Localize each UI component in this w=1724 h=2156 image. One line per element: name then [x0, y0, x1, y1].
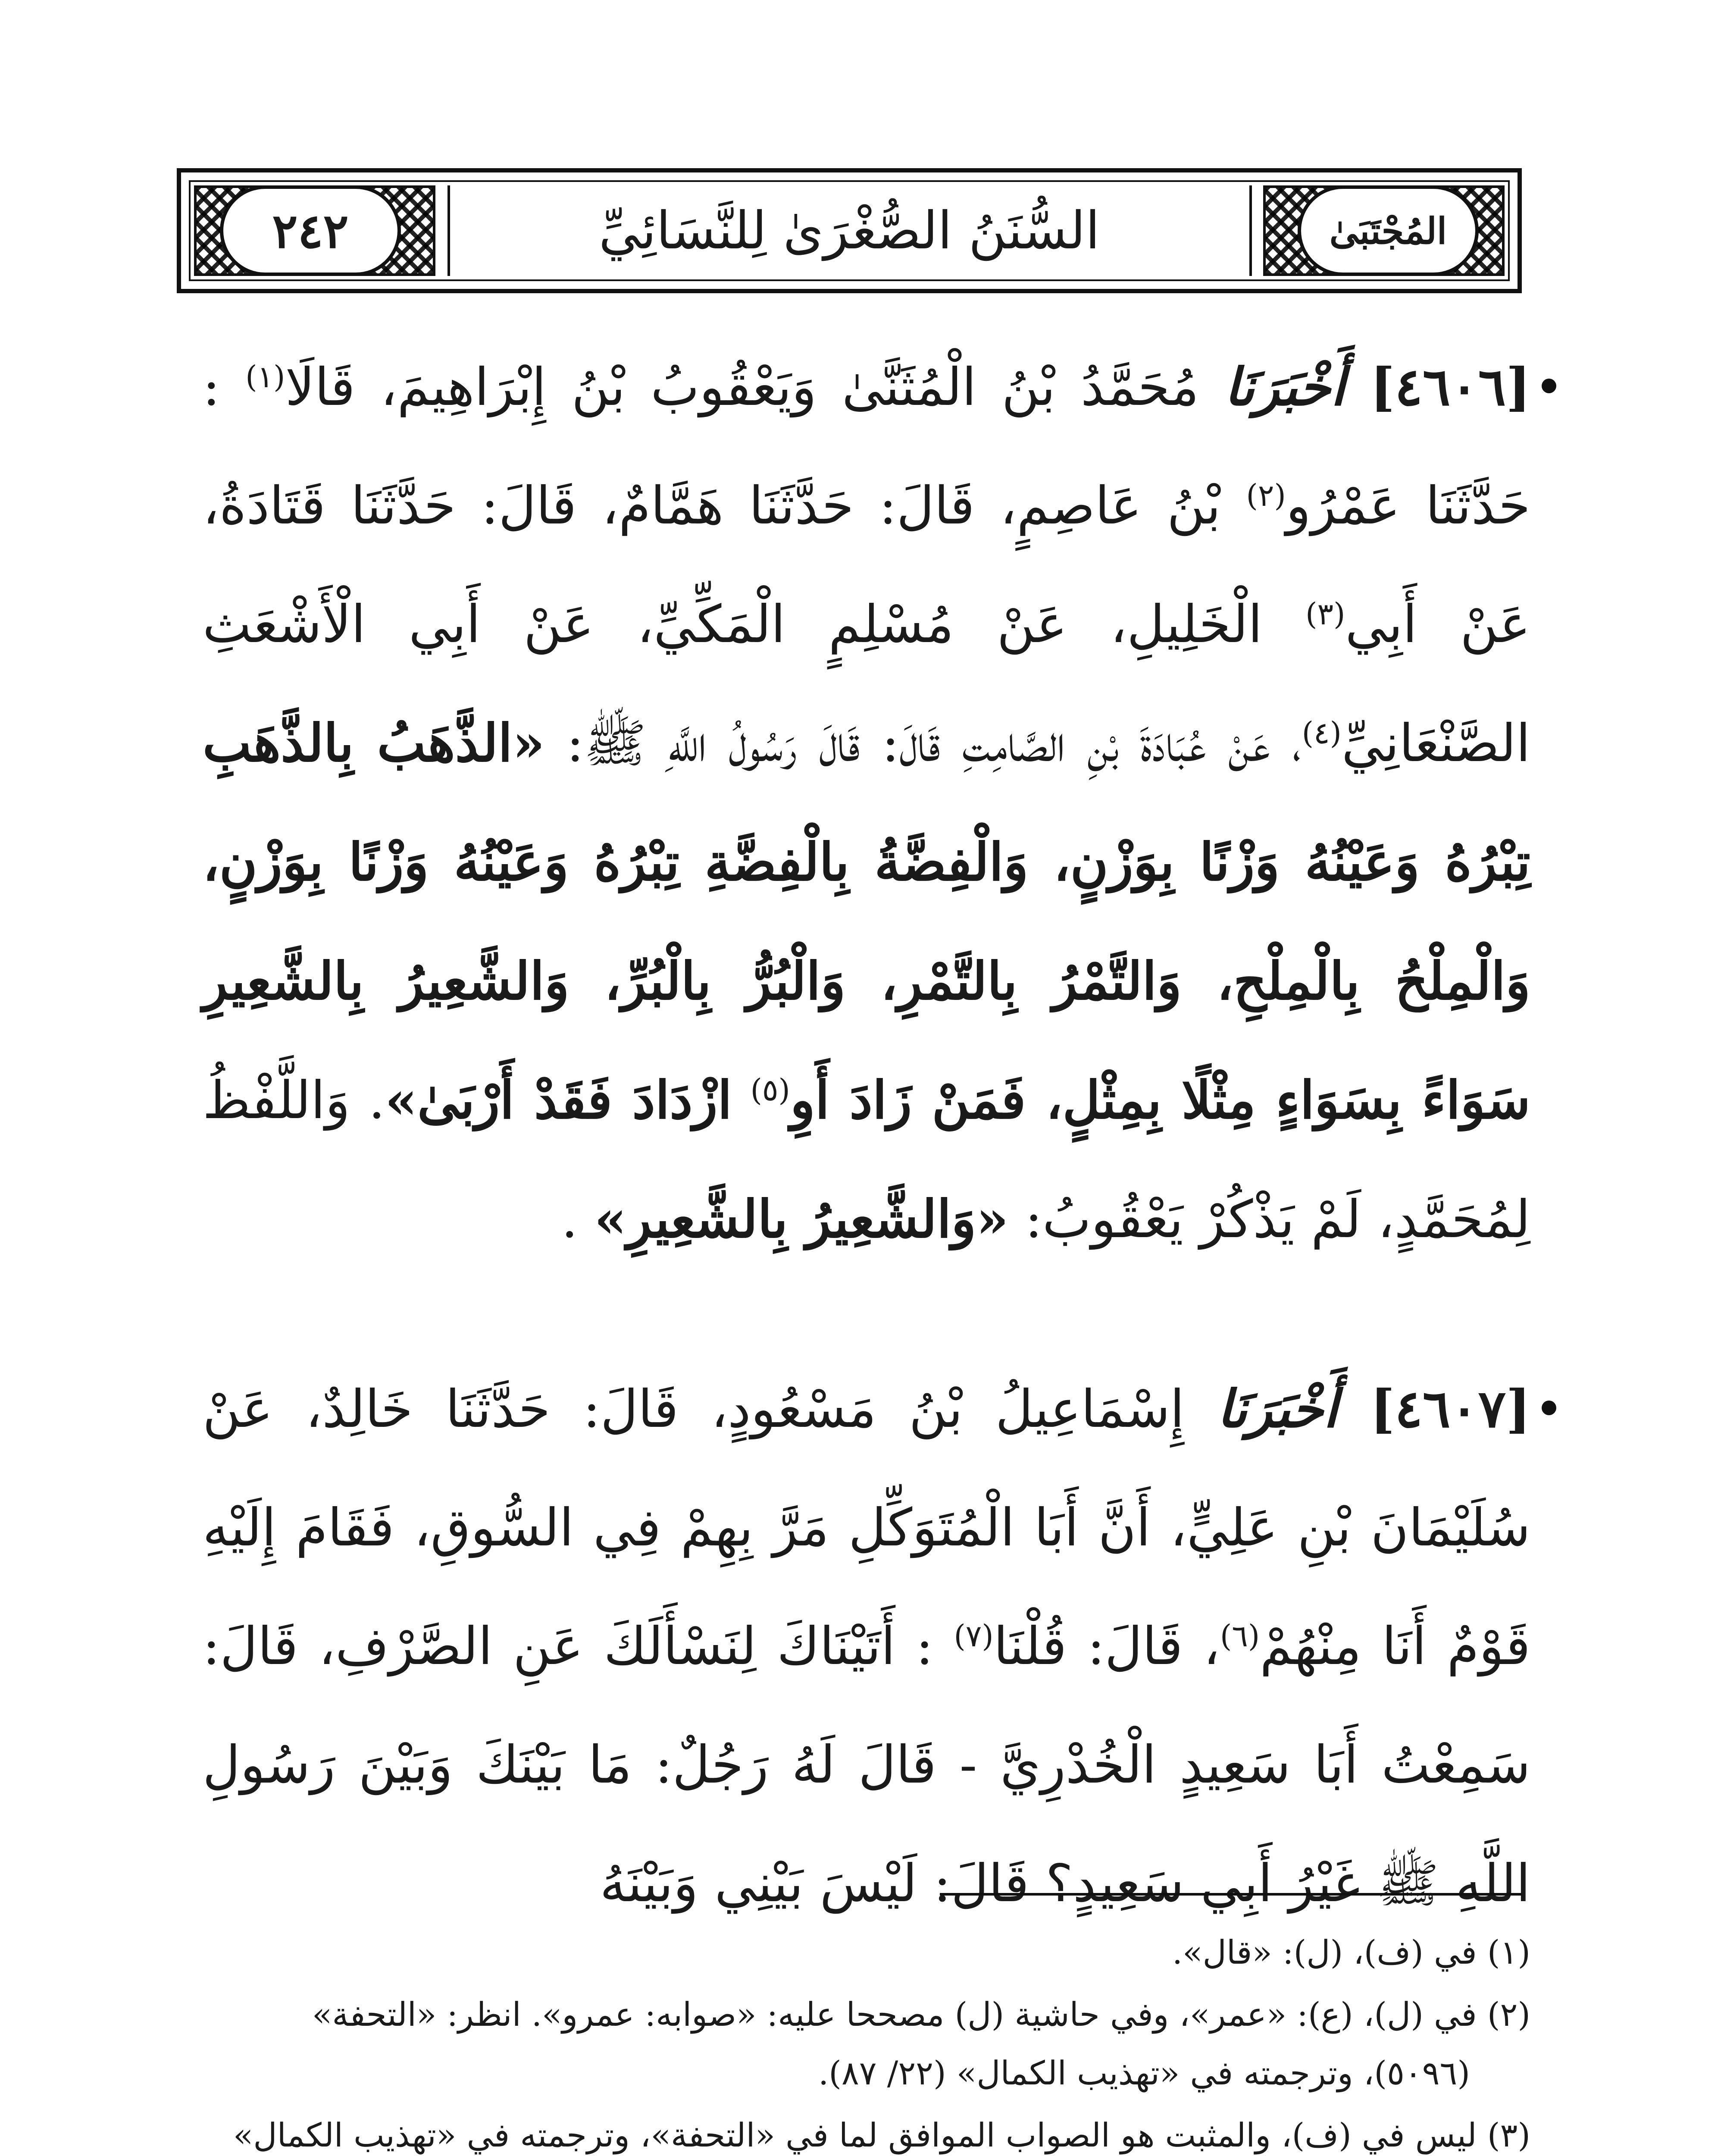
footnote-text: (١) في (ف)، (ل): «قال».	[1172, 1933, 1530, 1971]
isnad-text: إِسْمَاعِيلُ بْنُ مَسْعُودٍ، قَالَ: حَدَّثَنَا خَالِدٌ، عَنْ سُلَيْمَانَ بْنِ عَلِيٍّ، أَنَّ أَبَا الْمُتَوَكِّلِ مَرَّ بِهِمْ فِي السُّوقِ، فَقَامَ إِلَيْهِ قَوْمٌ أَنَا مِنْهُمْ	[203, 1379, 1530, 1677]
page-number: ٢٤٢	[220, 185, 401, 276]
prophetic-saying-end: ازْدَادَ فَقَدْ أَرْبَىٰ»	[385, 1070, 732, 1131]
prophetic-saying: «الذَّهَبُ بِالذَّهَبِ تِبْرُهُ وَعَيْنُهُ وَزْنًا بِوَزْنٍ، وَالْفِضَّةُ بِالْفِضَّةِ تِبْرُهُ وَعَيْنُهُ وَزْنًا بِوَزْنٍ، وَالْمِلْحُ بِالْمِلْحِ، وَالتَّمْرُ بِالتَّمْرِ، وَالْبُرُّ بِالْبُرِّ، وَالشَّعِيرُ بِالشَّعِيرِ سَوَاءً بِسَوَاءٍ مِثْلًا بِمِثْلٍ، فَمَنْ زَادَ أَوِ	[203, 713, 1530, 1131]
matn-text: : أَتَيْنَاكَ لِنَسْأَلَكَ عَنِ الصَّرْفِ، قَالَ: سَمِعْتُ أَبَا سَعِيدٍ الْخُدْرِيَّ - قَالَ لَهُ رَجُلٌ: مَا بَيْنَكَ وَبَيْنَ رَسُولِ اللَّهِ ﷺ غَيْرُ أَبِي سَعِيدٍ؟ قَالَ: لَيْسَ بَيْنِي وَبَيْنَهُ	[203, 1617, 1530, 1914]
isnad-text: مُحَمَّدُ بْنُ الْمُثَنَّىٰ وَيَعْقُوبُ بْنُ إِبْرَاهِيمَ، قَالَا	[285, 357, 1199, 417]
isnad-text: الْخَلِيلِ، عَنْ مُسْلِمٍ الْمَكِّيِّ، عَنْ أَبِي الْأَشْعَثِ الصَّنْعَانِيِّ	[203, 595, 1530, 774]
footnote-ref-5[interactable]: (٥)	[750, 1072, 790, 1108]
page-header	[177, 168, 1522, 293]
footnote-1	[203, 1923, 1530, 1982]
footnote-ref-2[interactable]: (٢)	[1246, 478, 1286, 513]
hadith-number: [٤٦٠٧]	[1370, 1379, 1530, 1439]
footnote-ref-6[interactable]: (٦)	[1220, 1618, 1260, 1654]
footnote-text: (٢) في (ل)، (ع): «عمر»، وفي حاشية (ل) مصححا عليه: «صوابه: عمرو». انظر: «التحفة»	[312, 1995, 1530, 2034]
akhbarana-label: أَخْبَرَنَا	[1217, 1379, 1338, 1439]
hadith-4606	[203, 328, 1530, 1279]
isnad-text: ، عَنْ عُبَادَةَ بْنِ الصَّامِتِ قَالَ: قَالَ رَسُولُ اللَّهِ ﷺ:	[566, 714, 1302, 774]
sentence-end: .	[561, 1190, 578, 1250]
commentary-text: . وَاللَّفْظُ لِمُحَمَّدٍ، لَمْ يَذْكُرْ يَعْقُوبُ:	[203, 1071, 1530, 1250]
book-title: السُّنَنُ الصُّغْرَىٰ لِلنَّسَائِيِّ	[598, 201, 1100, 261]
isnad-text: : حَدَّثَنَا عَمْرُو	[203, 357, 1530, 536]
header-divider-right	[1242, 185, 1259, 276]
footnote-ref-3[interactable]: (٣)	[1305, 596, 1345, 632]
footnote-ref-1[interactable]: (١)	[245, 359, 285, 395]
isnad-text: ، قَالَ: قُلْنَا	[993, 1617, 1220, 1677]
footnote-ref-7[interactable]: (٧)	[954, 1618, 994, 1654]
isnad-text: بْنُ عَاصِمٍ، قَالَ: حَدَّثَنَا هَمَّامٌ، قَالَ: حَدَّثَنَا قَتَادَةُ، عَنْ أَبِي	[203, 476, 1530, 655]
hadith-bullet	[1542, 379, 1556, 393]
hadith-4607	[203, 1350, 1530, 1943]
hadith-number: [٤٦٠٦]	[1370, 357, 1530, 417]
quoted-phrase: «وَالشَّعِيرُ بِالشَّعِيرِ»	[594, 1189, 1009, 1250]
footnote-text: (٣) ليس في (ف)، والمثبت هو الصواب الموافق لما في «التحفة»، وترجمته في «تهذيب الكمال»	[233, 2116, 1530, 2154]
footnote-continuation: (٥٠٩٦)، وترجمته في «تهذيب الكمال» (٢٢/ ٨٧).	[818, 2054, 1470, 2092]
footnotes	[203, 1923, 1530, 2156]
akhbarana-label: أَخْبَرَنَا	[1224, 357, 1345, 417]
footnote-ref-4[interactable]: (٤)	[1302, 715, 1342, 751]
footnote-divider	[940, 1893, 1522, 1896]
header-divider-left	[440, 185, 457, 276]
footnote-2	[203, 1985, 1530, 2103]
book-emblem: المُجْتَبَىٰ	[1298, 185, 1479, 276]
hadith-bullet	[1542, 1401, 1556, 1415]
footnote-3	[203, 2106, 1530, 2156]
